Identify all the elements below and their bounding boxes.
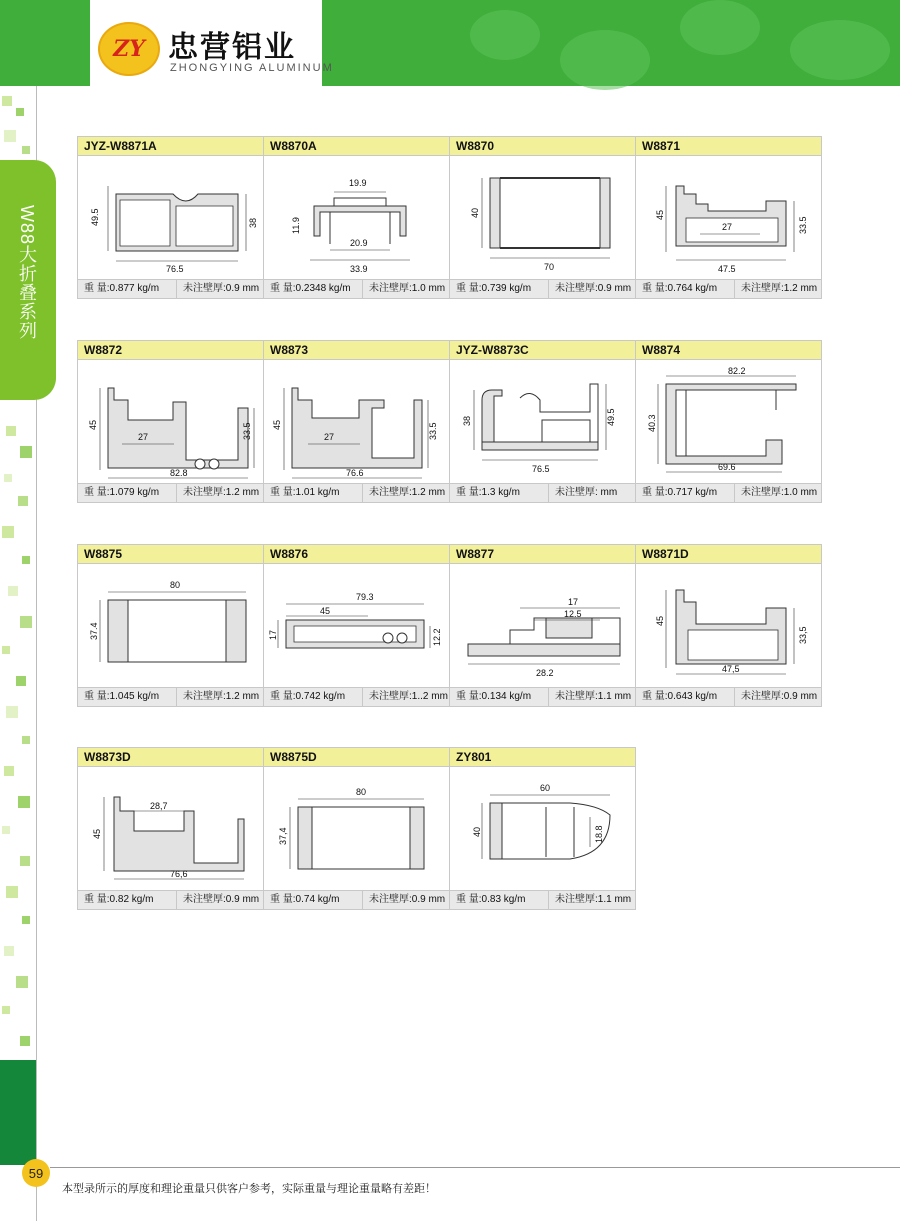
profile-drawing — [636, 360, 821, 483]
dimension-label: 40.3 — [647, 414, 657, 432]
decor-leaf — [790, 20, 890, 80]
weight-value: 重 量:0.764 kg/m — [636, 280, 735, 298]
profile-card — [263, 136, 450, 299]
dimension-label: 76.5 — [532, 464, 550, 474]
dimension-label: 45 — [272, 419, 282, 430]
profile-drawing — [636, 564, 821, 687]
profile-card — [635, 340, 822, 503]
dimension-label: 37,4 — [278, 827, 288, 845]
dimension-label: 45 — [92, 828, 102, 839]
thickness-value: 未注壁厚:0.9 mm — [183, 894, 260, 905]
weight-value: 重 量:0.134 kg/m — [450, 688, 549, 706]
profile-card — [77, 747, 264, 910]
dimension-label: 27 — [722, 222, 733, 232]
profile-code: W8873 — [264, 341, 449, 360]
dimension-label: 33,5 — [798, 626, 808, 644]
profile-drawing — [450, 156, 635, 279]
thickness-value: 未注壁厚:1.0 mm — [369, 283, 446, 294]
dimension-label: 45 — [655, 615, 665, 626]
dimension-label: 49.5 — [90, 208, 100, 226]
profile-drawing — [450, 360, 635, 483]
weight-value: 重 量:1.045 kg/m — [78, 688, 177, 706]
footer-rule — [50, 1167, 900, 1168]
footer-note: 本型录所示的厚度和理论重量只供客户参考，实际重量与理论重量略有差距！ — [62, 1183, 436, 1195]
profile-card — [263, 747, 450, 910]
weight-value: 重 量:1.01 kg/m — [264, 484, 363, 502]
profile-card — [77, 136, 264, 299]
page-number: 59 — [22, 1159, 50, 1187]
profile-code: W8874 — [636, 341, 821, 360]
dimension-label: 80 — [356, 787, 367, 797]
thickness-value: 未注壁厚:0.9 mm — [555, 283, 632, 294]
dimension-label: 27 — [324, 432, 335, 442]
dimension-label: 12.2 — [432, 628, 442, 646]
profile-drawing — [450, 564, 635, 687]
profile-drawing — [264, 156, 449, 279]
series-title: W88大折叠系列 — [17, 205, 37, 341]
dimension-label: 45 — [88, 419, 98, 430]
dimension-label: 82.2 — [728, 366, 746, 376]
profile-card — [449, 136, 636, 299]
dimension-label: 28.2 — [536, 668, 554, 678]
dimension-label: 37.4 — [89, 622, 99, 640]
dimension-label: 76,6 — [170, 869, 188, 879]
profile-drawing — [264, 360, 449, 483]
thickness-value: 未注壁厚:1.2 mm — [369, 487, 446, 498]
dimension-label: 40 — [472, 826, 482, 837]
weight-value: 重 量:0.83 kg/m — [450, 891, 549, 909]
profile-card — [449, 340, 636, 503]
dimension-label: 49.5 — [606, 408, 616, 426]
profile-code: JYZ-W8871A — [78, 137, 263, 156]
weight-value: 重 量:0.717 kg/m — [636, 484, 735, 502]
thickness-value: 未注壁厚:0.9 mm — [741, 691, 818, 702]
profile-code: W8871D — [636, 545, 821, 564]
brand-name-en: ZHONGYING ALUMINUM — [170, 62, 334, 74]
dimension-label: 17 — [568, 597, 579, 607]
dimension-label: 33.5 — [428, 422, 438, 440]
dimension-label: 69.6 — [718, 462, 736, 472]
dimension-label: 11.9 — [291, 217, 301, 234]
profile-card — [449, 544, 636, 707]
decor-leaf — [470, 10, 540, 60]
profile-drawing — [78, 156, 263, 279]
dimension-label: 27 — [138, 432, 149, 442]
dimension-label: 38 — [248, 217, 258, 228]
thickness-value: 未注壁厚:1.2 mm — [183, 487, 260, 498]
profile-code: W8877 — [450, 545, 635, 564]
weight-value: 重 量:0.74 kg/m — [264, 891, 363, 909]
decor-leaf — [680, 0, 760, 55]
thickness-value: 未注壁厚:1.1 mm — [555, 691, 632, 702]
profile-code: W8873D — [78, 748, 263, 767]
dimension-label: 47.5 — [718, 264, 736, 274]
profile-card — [77, 544, 264, 707]
profile-drawing — [264, 564, 449, 687]
dimension-label: 40 — [470, 207, 480, 218]
profile-code: W8872 — [78, 341, 263, 360]
weight-value: 重 量:0.877 kg/m — [78, 280, 177, 298]
profile-code: W8870 — [450, 137, 635, 156]
profile-drawing — [78, 767, 263, 890]
weight-value: 重 量:1.3 kg/m — [450, 484, 549, 502]
dimension-label: 12.5 — [564, 609, 582, 619]
weight-value: 重 量:1.079 kg/m — [78, 484, 177, 502]
dimension-label: 33.9 — [350, 264, 368, 274]
dimension-label: 76.5 — [166, 264, 184, 274]
dimension-label: 33.5 — [798, 216, 808, 234]
profile-code: ZY801 — [450, 748, 635, 767]
profile-code: W8875 — [78, 545, 263, 564]
dimension-label: 19.9 — [349, 178, 367, 188]
weight-value: 重 量:0.643 kg/m — [636, 688, 735, 706]
logo-mark: ZY — [98, 22, 160, 76]
thickness-value: 未注壁厚:1..2 mm — [369, 691, 448, 702]
profile-card — [263, 544, 450, 707]
dimension-label: 79.3 — [356, 592, 374, 602]
profile-code: W8870A — [264, 137, 449, 156]
profile-card — [263, 340, 450, 503]
brand-name: 忠营铝业 — [168, 31, 296, 64]
thickness-value: 未注壁厚:1.1 mm — [555, 894, 632, 905]
profile-card — [635, 136, 822, 299]
weight-value: 重 量:0.82 kg/m — [78, 891, 177, 909]
dimension-label: 20.9 — [350, 238, 368, 248]
profile-code: W8876 — [264, 545, 449, 564]
profile-code: W8871 — [636, 137, 821, 156]
weight-value: 重 量:0.739 kg/m — [450, 280, 549, 298]
profile-drawing — [78, 360, 263, 483]
weight-value: 重 量:0.2348 kg/m — [264, 280, 363, 298]
dimension-label: 82.8 — [170, 468, 188, 478]
thickness-value: 未注壁厚:1.2 mm — [183, 691, 260, 702]
profile-drawing — [78, 564, 263, 687]
dimension-label: 76.6 — [346, 468, 364, 478]
profile-card — [635, 544, 822, 707]
dimension-label: 28,7 — [150, 801, 168, 811]
profile-code: JYZ-W8873C — [450, 341, 635, 360]
decor-block — [0, 1060, 36, 1165]
dimension-label: 18.8 — [594, 825, 604, 843]
thickness-value: 未注壁厚:0.9 mm — [369, 894, 446, 905]
profile-card — [77, 340, 264, 503]
dimension-label: 60 — [540, 783, 551, 793]
thickness-value: 未注壁厚:1.2 mm — [741, 283, 818, 294]
profile-drawing — [636, 156, 821, 279]
profile-drawing — [264, 767, 449, 890]
dimension-label: 47,5 — [722, 664, 740, 674]
dimension-label: 38 — [462, 415, 472, 426]
weight-value: 重 量:0.742 kg/m — [264, 688, 363, 706]
profile-card — [449, 747, 636, 910]
profile-drawing — [450, 767, 635, 890]
decor-leaf — [560, 30, 650, 90]
dimension-label: 80 — [170, 580, 181, 590]
thickness-value: 未注壁厚:1.0 mm — [741, 487, 818, 498]
dimension-label: 70 — [544, 262, 555, 272]
profile-code: W8875D — [264, 748, 449, 767]
thickness-value: 未注壁厚: mm — [555, 487, 618, 498]
dimension-label: 17 — [268, 629, 278, 640]
dimension-label: 45 — [655, 209, 665, 220]
dimension-label: 33.5 — [242, 422, 252, 440]
dimension-label: 45 — [320, 606, 331, 616]
thickness-value: 未注壁厚:0.9 mm — [183, 283, 260, 294]
